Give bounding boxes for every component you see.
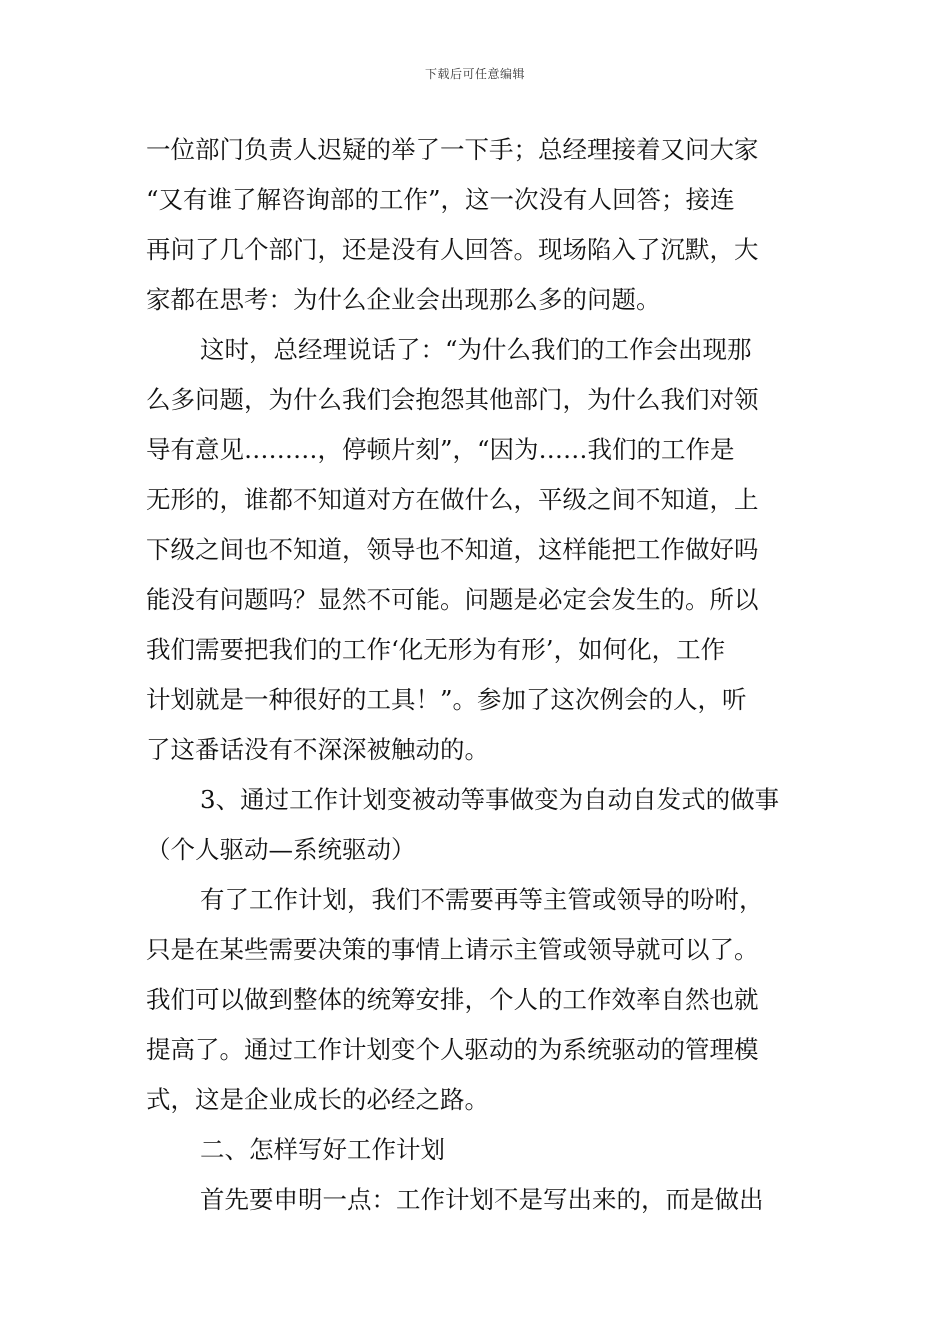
text-line: 计划就是一种很好的工具！”。参加了这次例会的人，听: [146, 685, 747, 714]
text-line: 能没有问题吗？显然不可能。问题是必定会发生的。所以: [146, 585, 759, 614]
text-line: 下级之间也不知道，领导也不知道，这样能把工作做好吗: [146, 535, 759, 564]
text-line: 再问了几个部门，还是没有人回答。现场陷入了沉默，大: [146, 235, 759, 264]
text-line: 么多问题，为什么我们会抱怨其他部门，为什么我们对领: [146, 385, 759, 414]
text-line: 一位部门负责人迟疑的举了一下手；总经理接着又问大家: [146, 135, 759, 164]
text-line: “又有谁了解咨询部的工作”，这一次没有人回答；接连: [146, 185, 735, 214]
text-line: 有了工作计划，我们不需要再等主管或领导的吩咐，: [200, 885, 764, 914]
text-line: 了这番话没有不深深被触动的。: [146, 735, 489, 764]
text-line: 家都在思考：为什么企业会出现那么多的问题。: [146, 285, 661, 314]
text-line: 导有意见………，停顿片刻”，“因为……我们的工作是: [146, 435, 735, 464]
document-body: [146, 125, 810, 1225]
section-heading: 二、怎样写好工作计划: [200, 1135, 445, 1164]
text-line: 无形的，谁都不知道对方在做什么，平级之间不知道，上: [146, 485, 759, 514]
page-header: 下载后可任意编辑: [424, 67, 525, 81]
text-line: 式，这是企业成长的必经之路。: [146, 1085, 489, 1114]
text-line: 我们需要把我们的工作‘化无形为有形’，如何化，工作: [146, 635, 726, 664]
text-line: 我们可以做到整体的统筹安排，个人的工作效率自然也就: [146, 985, 759, 1014]
section-heading: 3、通过工作计划变被动等事做变为自动自发式的做事: [200, 785, 780, 814]
text-line: （个人驱动—系统驱动）: [146, 835, 416, 864]
text-line: 这时，总经理说话了：“为什么我们的工作会出现那: [200, 335, 752, 364]
text-line: 提高了。通过工作计划变个人驱动的为系统驱动的管理模: [146, 1035, 759, 1064]
text-line: 只是在某些需要决策的事情上请示主管或领导就可以了。: [146, 935, 759, 964]
text-line: 首先要申明一点：工作计划不是写出来的，而是做出: [200, 1185, 764, 1214]
